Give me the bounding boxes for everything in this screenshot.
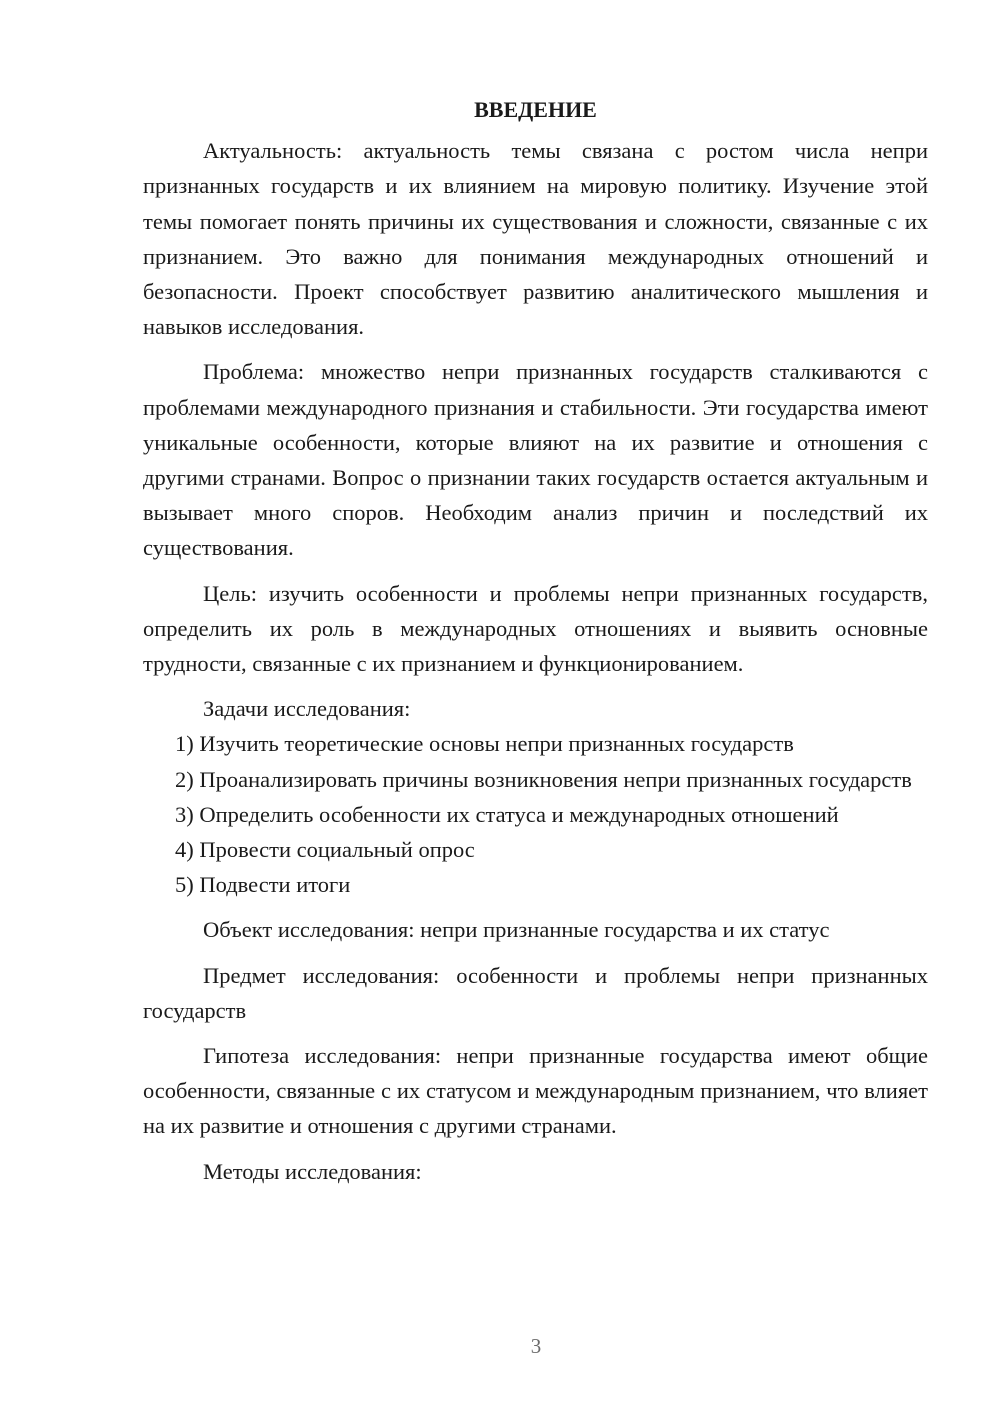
task-item-3: 3) Определить особенности их статуса и международных отношений (175, 801, 839, 827)
tasks-title: Задачи исследования: (203, 696, 411, 722)
problem-paragraph: Проблема: множество непри признанных государств сталкиваются с проблемами международного признания и стабильности. Эти государства имеют уникальные особенности, которые влияют на их развитие и отношения с другими странами. Вопрос о признании таких государств остается актуальным и вызывает много споров. Необходим анализ причин и последствий их существования. (143, 359, 928, 561)
methods-paragraph: Методы исследования: (203, 1158, 422, 1184)
goal-paragraph: Цель: изучить особенности и проблемы непри признанных государств, определить их роль в международных отношениях и выявить основные трудности, связанные с их признанием и функционированием. (143, 580, 928, 677)
task-item-5: 5) Подвести итоги (175, 872, 351, 898)
hypothesis-paragraph: Гипотеза исследования: непри признанные государства имеют общие особенности, связанные с их статусом и международным признанием, что влияет на их развитие и отношения с другими странами. (143, 1043, 928, 1139)
task-item-2: 2) Проанализировать причины возникновения непри признанных государств (175, 766, 912, 792)
task-item-4: 4) Провести социальный опрос (175, 837, 475, 863)
page-number: 3 (530, 1334, 542, 1358)
object-paragraph: Объект исследования: непри признанные государства и их статус (203, 917, 830, 943)
section-heading: ВВЕДЕНИЕ (474, 97, 597, 122)
page-content (143, 92, 928, 1189)
subject-paragraph: Предмет исследования: особенности и проблемы непри признанных государств (143, 962, 928, 1023)
task-item-1: 1) Изучить теоретические основы непри признанных государств (175, 731, 794, 757)
relevance-paragraph: Актуальность: актуальность темы связана с ростом числа непри признанных государств и их влиянием на мировую политику. Изучение этой темы помогает понять причины их существования и сложности, связанные с их признанием. Это важно для понимания международных отношений и безопасности. Проект способствует развитию аналитического мышления и навыков исследования. (143, 138, 928, 340)
